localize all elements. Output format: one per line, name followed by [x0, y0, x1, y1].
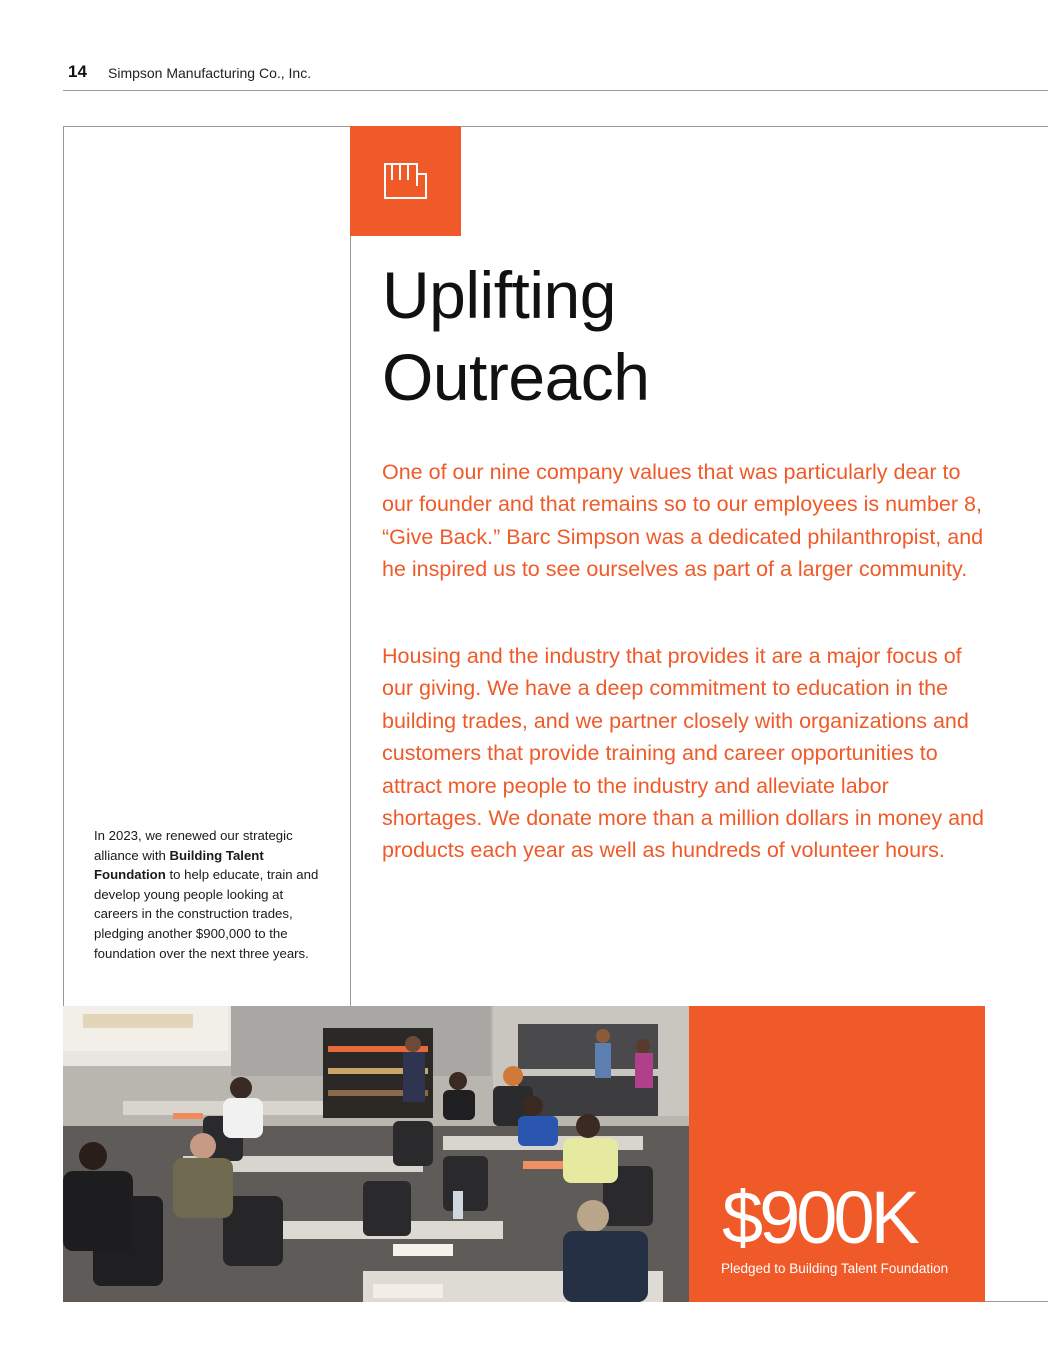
stat-value: $900K	[722, 1176, 916, 1259]
sidenote-bold-org: Building Talent Foundation	[94, 847, 264, 883]
raised-hand-icon	[383, 158, 429, 202]
sidenote-text-before: In 2023, we renewed our strategic alliance with	[94, 828, 293, 863]
title-line-1: Uplifting	[382, 258, 616, 332]
sidenote	[94, 826, 322, 963]
section-icon-box	[350, 126, 461, 236]
sidenote-text-after: to help educate, train and develop young people looking at careers in the construction trades, pledging another $900,000 to the foundation over the next three years.	[94, 867, 319, 961]
panel-top-border	[63, 126, 1048, 127]
column-divider	[350, 126, 351, 1006]
company-name: Simpson Manufacturing Co., Inc.	[108, 65, 312, 81]
stat-callout	[689, 1006, 985, 1302]
classroom-illustration	[63, 1006, 689, 1302]
title-line-2: Outreach	[382, 340, 650, 414]
classroom-photo	[63, 1006, 689, 1302]
section-title	[382, 254, 982, 418]
page-number: 14	[68, 62, 87, 81]
stat-label: Pledged to Building Talent Foundation	[721, 1261, 949, 1276]
intro-paragraph: One of our nine company values that was particularly dear to our founder and that remains so to our employees is number 8, “Give Back.” Barc Simpson was a dedicated philanthropist, and he inspired us to see ourselves as part of a larger community.	[382, 460, 984, 582]
giving-paragraph: Housing and the industry that provides it are a major focus of our giving. We have a deep commitment to education in the building trades, and we partner closely with organizations and customers that provide training and career opportunities to attract more people to the industry and alleviate labor shortages. We donate more than a million dollars in money and products each year as well as hundreds of volunteer hours.	[382, 644, 984, 863]
header-divider	[63, 90, 1048, 91]
